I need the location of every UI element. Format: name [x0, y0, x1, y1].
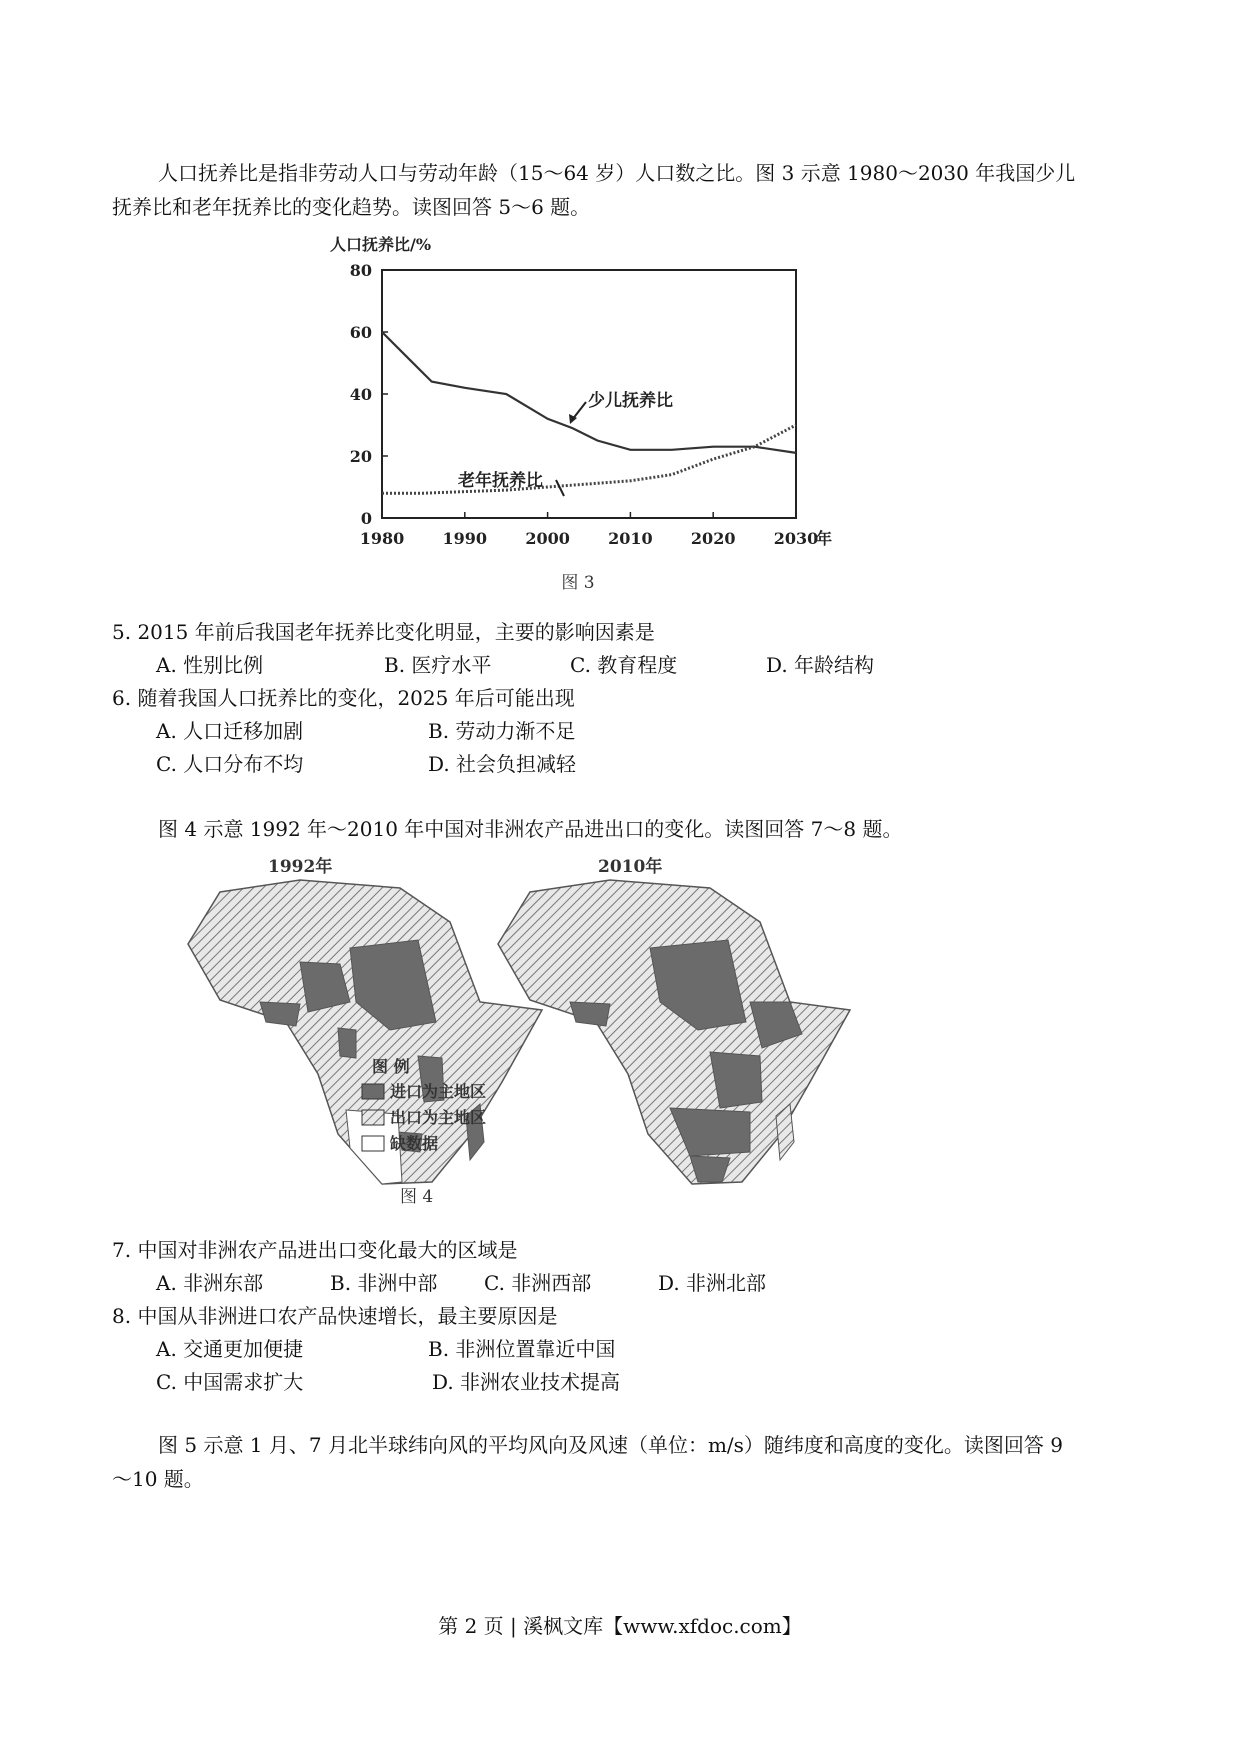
elderly-label-arrow — [556, 480, 564, 496]
q6-option-a[interactable]: A. 人口迁移加剧 — [156, 719, 304, 743]
y-tick-label: 0 — [360, 509, 372, 528]
intro-1-line-1: 人口抚养比是指非劳动人口与劳动年龄（15～64 岁）人口数之比。图 3 示意 1980～2030 年我国少儿 — [158, 161, 1076, 185]
legend-nodata-label: 缺数据 — [390, 1134, 439, 1153]
q7-option-d[interactable]: D. 非洲北部 — [658, 1271, 767, 1295]
x-tick-label: 2000 — [525, 529, 570, 548]
legend-import-label: 进口为主地区 — [390, 1082, 487, 1101]
figure-3 — [320, 228, 840, 602]
series-label-child-ratio: 少儿抚养比 — [588, 391, 673, 411]
intro-paragraph-1-cont — [112, 190, 1132, 224]
q5-option-a[interactable]: A. 性别比例 — [156, 653, 264, 677]
q6-option-d[interactable]: D. 社会负担减轻 — [428, 752, 577, 776]
y-tick-label: 60 — [349, 323, 372, 342]
intro-paragraph-3 — [112, 1428, 1142, 1462]
x-tick-label: 1980 — [359, 529, 405, 548]
x-tick-label: 2030 — [773, 529, 819, 548]
y-tick-label: 80 — [349, 261, 372, 280]
figure-4 — [150, 852, 910, 1216]
map-1992-year-label: 1992年 — [268, 857, 333, 877]
africa-trade-maps — [150, 852, 910, 1212]
figure-4-caption: 图 4 — [400, 1187, 434, 1207]
intro-3-line-2: ～10 题。 — [112, 1467, 204, 1491]
x-tick-label: 2010 — [608, 529, 653, 548]
q8-option-a[interactable]: A. 交通更加便捷 — [156, 1337, 304, 1361]
question-8-stem: 8. 中国从非洲进口农产品快速增长，最主要原因是 — [112, 1304, 558, 1328]
intro-3-line-1: 图 5 示意 1 月、7 月北半球纬向风的平均风向及风速（单位：m/s）随纬度和高度的变化。读图回答 9 — [158, 1433, 1064, 1457]
y-tick-label: 40 — [349, 385, 372, 404]
q8-option-b[interactable]: B. 非洲位置靠近中国 — [428, 1337, 616, 1361]
legend-swatch-import — [362, 1084, 384, 1099]
q5-option-d[interactable]: D. 年龄结构 — [766, 653, 875, 677]
legend-title: 图 例 — [372, 1057, 410, 1076]
legend-export-label: 出口为主地区 — [390, 1108, 487, 1127]
x-tick-label: 1990 — [442, 529, 488, 548]
q8-option-d[interactable]: D. 非洲农业技术提高 — [432, 1370, 621, 1394]
q5-option-b[interactable]: B. 医疗水平 — [384, 653, 492, 677]
q6-option-b[interactable]: B. 劳动力渐不足 — [428, 719, 576, 743]
figure-3-caption: 图 3 — [561, 573, 595, 593]
series-label-elderly-ratio: 老年抚养比 — [458, 471, 543, 491]
intro-1-line-2: 抚养比和老年抚养比的变化趋势。读图回答 5～6 题。 — [112, 195, 591, 219]
question-7-stem: 7. 中国对非洲农产品进出口变化最大的区域是 — [112, 1238, 518, 1262]
dependency-ratio-chart — [320, 228, 840, 598]
intro-paragraph-1 — [112, 156, 1132, 190]
intro-paragraph-3-cont — [112, 1462, 1132, 1496]
page-footer: 第 2 页 | 溪枫文库【www.xfdoc.com】 — [438, 1614, 802, 1638]
africa-map-2010 — [498, 880, 850, 1184]
legend-swatch-nodata — [362, 1136, 384, 1151]
x-tick-label: 2020 — [690, 529, 736, 548]
map-2010-year-label: 2010年 — [598, 857, 663, 877]
legend-swatch-export — [362, 1110, 384, 1125]
question-5-stem: 5. 2015 年前后我国老年抚养比变化明显，主要的影响因素是 — [112, 620, 655, 644]
q6-option-c[interactable]: C. 人口分布不均 — [156, 752, 304, 776]
q5-option-c[interactable]: C. 教育程度 — [570, 653, 678, 677]
chart-y-axis-label: 人口抚养比/% — [330, 235, 432, 254]
q7-option-c[interactable]: C. 非洲西部 — [484, 1271, 592, 1295]
y-tick-label: 20 — [349, 447, 372, 466]
intro-paragraph-2: 图 4 示意 1992 年～2010 年中国对非洲农产品进出口的变化。读图回答 7～8 题。 — [158, 817, 903, 841]
q7-option-a[interactable]: A. 非洲东部 — [156, 1271, 264, 1295]
chart-x-axis-unit: 年 — [816, 529, 833, 548]
q8-option-c[interactable]: C. 中国需求扩大 — [156, 1370, 304, 1394]
question-6-stem: 6. 随着我国人口抚养比的变化，2025 年后可能出现 — [112, 686, 575, 710]
q7-option-b[interactable]: B. 非洲中部 — [330, 1271, 438, 1295]
